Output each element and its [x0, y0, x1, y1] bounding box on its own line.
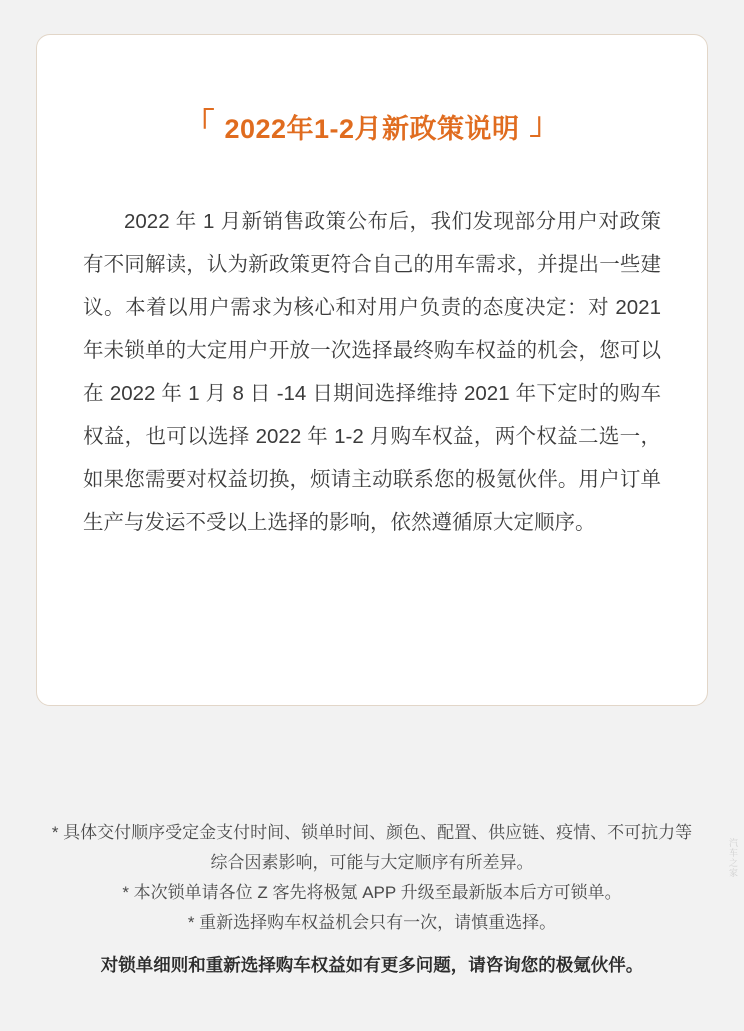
card-title	[37, 107, 707, 146]
footnote-item: * 重新选择购车权益机会只有一次，请慎重选择。	[187, 913, 557, 932]
right-bracket-icon: 」	[529, 107, 560, 141]
announcement-card	[36, 34, 708, 706]
footnote-item: * 具体交付顺序受定金支付时间、锁单时间、颜色、配置、供应链、疫情、不可抗力等综合因素影响，可能与大定顺序有所差异。	[51, 823, 693, 872]
left-bracket-icon: 「	[184, 107, 215, 141]
footnote-item: * 本次锁单请各位 Z 客先将极氪 APP 升级至最新版本后方可锁单。	[122, 883, 622, 902]
watermark-label: 汽车之家	[728, 838, 738, 878]
announcement-body: 2022 年 1 月新销售政策公布后，我们发现部分用户对政策有不同解读，认为新政策更符合自己的用车需求，并提出一些建议。本着以用户需求为核心和对用户负责的态度决定：对 2021 年未锁单的大定用户开放一次选择最终购车权益的机会，您可以在 2022 年 1 月 8 日 -14 日期间选择维持 2021 年下定时的购车权益，也可以选择 2022 年 1-2 月购车权益，两个权益二选一，如果您需要对权益切换，烦请主动联系您的极氪伙伴。用户订单生产与发运不受以上选择的影响，依然遵循原大定顺序。	[83, 210, 661, 534]
closing-statement: 对锁单细则和重新选择购车权益如有更多问题，请咨询您的极氪伙伴。	[100, 955, 644, 975]
footnotes	[36, 818, 708, 938]
page-title: 2022年1-2月新政策说明	[224, 114, 520, 144]
